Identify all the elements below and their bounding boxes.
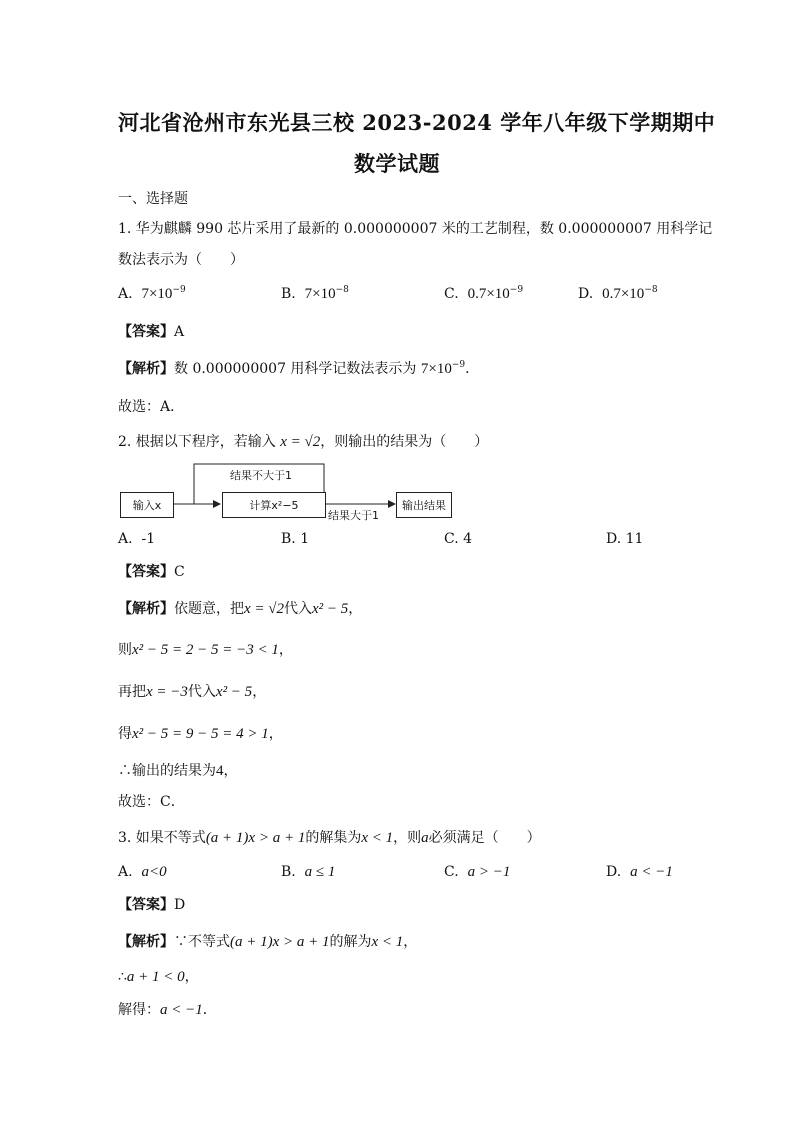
q3-answer: 【答案】D (118, 897, 186, 913)
q3-analysis-line3: 解得：a < −1． (118, 1002, 217, 1018)
q2-conclusion: 故选：C． (118, 794, 185, 810)
q2-analysis-line4: 得x² − 5 = 9 − 5 = 4 > 1， (118, 726, 283, 742)
q1-option-c: C. $0.7\times 10^{-9}$ (444, 285, 524, 302)
q1-stem-line2: 数法表示为（ ） (118, 252, 244, 268)
q1-option-b: B. $7\times 10^{-8}$ (281, 285, 349, 302)
q2-analysis-line2: 则x² − 5 = 2 − 5 = −3 < 1， (118, 642, 293, 658)
q1-answer: 【答案】A (118, 324, 185, 340)
q2-analysis-line5: ∴输出的结果为4， (118, 763, 238, 779)
q2-option-d: D. 11 (606, 531, 644, 547)
q2-answer: 【答案】C (118, 564, 185, 580)
q1-conclusion: 故选：A． (118, 399, 185, 415)
input-box: 输入x (120, 492, 174, 518)
q2-analysis-line3: 再把x = −3代入x² − 5， (118, 684, 267, 700)
q2-option-a: A. -1 (118, 531, 156, 547)
q3-option-c: C. a > −1 (444, 864, 511, 880)
q3-option-b: B. a ≤ 1 (281, 864, 336, 880)
output-box: 输出结果 (396, 492, 452, 518)
section-heading: 一、选择题 (118, 191, 188, 207)
loop-condition-label: 结果不大于1 (230, 469, 292, 482)
q2-option-c: C. 4 (444, 531, 473, 547)
q2-stem: 2. 根据以下程序，若输入 x = √2，则输出的结果为（ ） (118, 434, 489, 450)
q3-analysis-line1: 【解析】∵不等式(a + 1)x > a + 1的解为x < 1， (118, 934, 418, 950)
q1-option-d: D. $0.7\times 10^{-8}$ (578, 285, 658, 302)
q2-analysis-line1: 【解析】依题意，把x = √2代入x² − 5， (118, 601, 363, 617)
exit-condition-label: 结果大于1 (328, 509, 379, 522)
document-title-line1: 河北省沧州市东光县三校 2023-2024 学年八年级下学期期中 (118, 110, 716, 135)
loop-back-path (194, 464, 324, 504)
q3-option-a: A. a<0 (118, 864, 167, 880)
q3-analysis-line2: ∴a + 1 < 0， (118, 969, 199, 985)
compute-box: 计算x²−5 (222, 492, 326, 518)
q2-option-b: B. 1 (281, 531, 310, 547)
q1-stem-line1: 1. 华为麒麟 990 芯片采用了最新的 0.000000007 米的工艺制程，数 0.000000007 用科学记 (118, 221, 713, 237)
document-title-line2: 数学试题 (354, 151, 440, 176)
q3-option-d: D. a < −1 (606, 864, 673, 880)
q1-analysis: 【解析】数 0.000000007 用科学记数法表示为 $7\times 10^{-9}$． (118, 360, 480, 377)
q1-option-a: A. $7\times 10^{-9}$ (118, 285, 186, 302)
q3-stem: 3. 如果不等式(a + 1)x > a + 1的解集为x < 1，则a必须满足（ ） (118, 830, 541, 846)
